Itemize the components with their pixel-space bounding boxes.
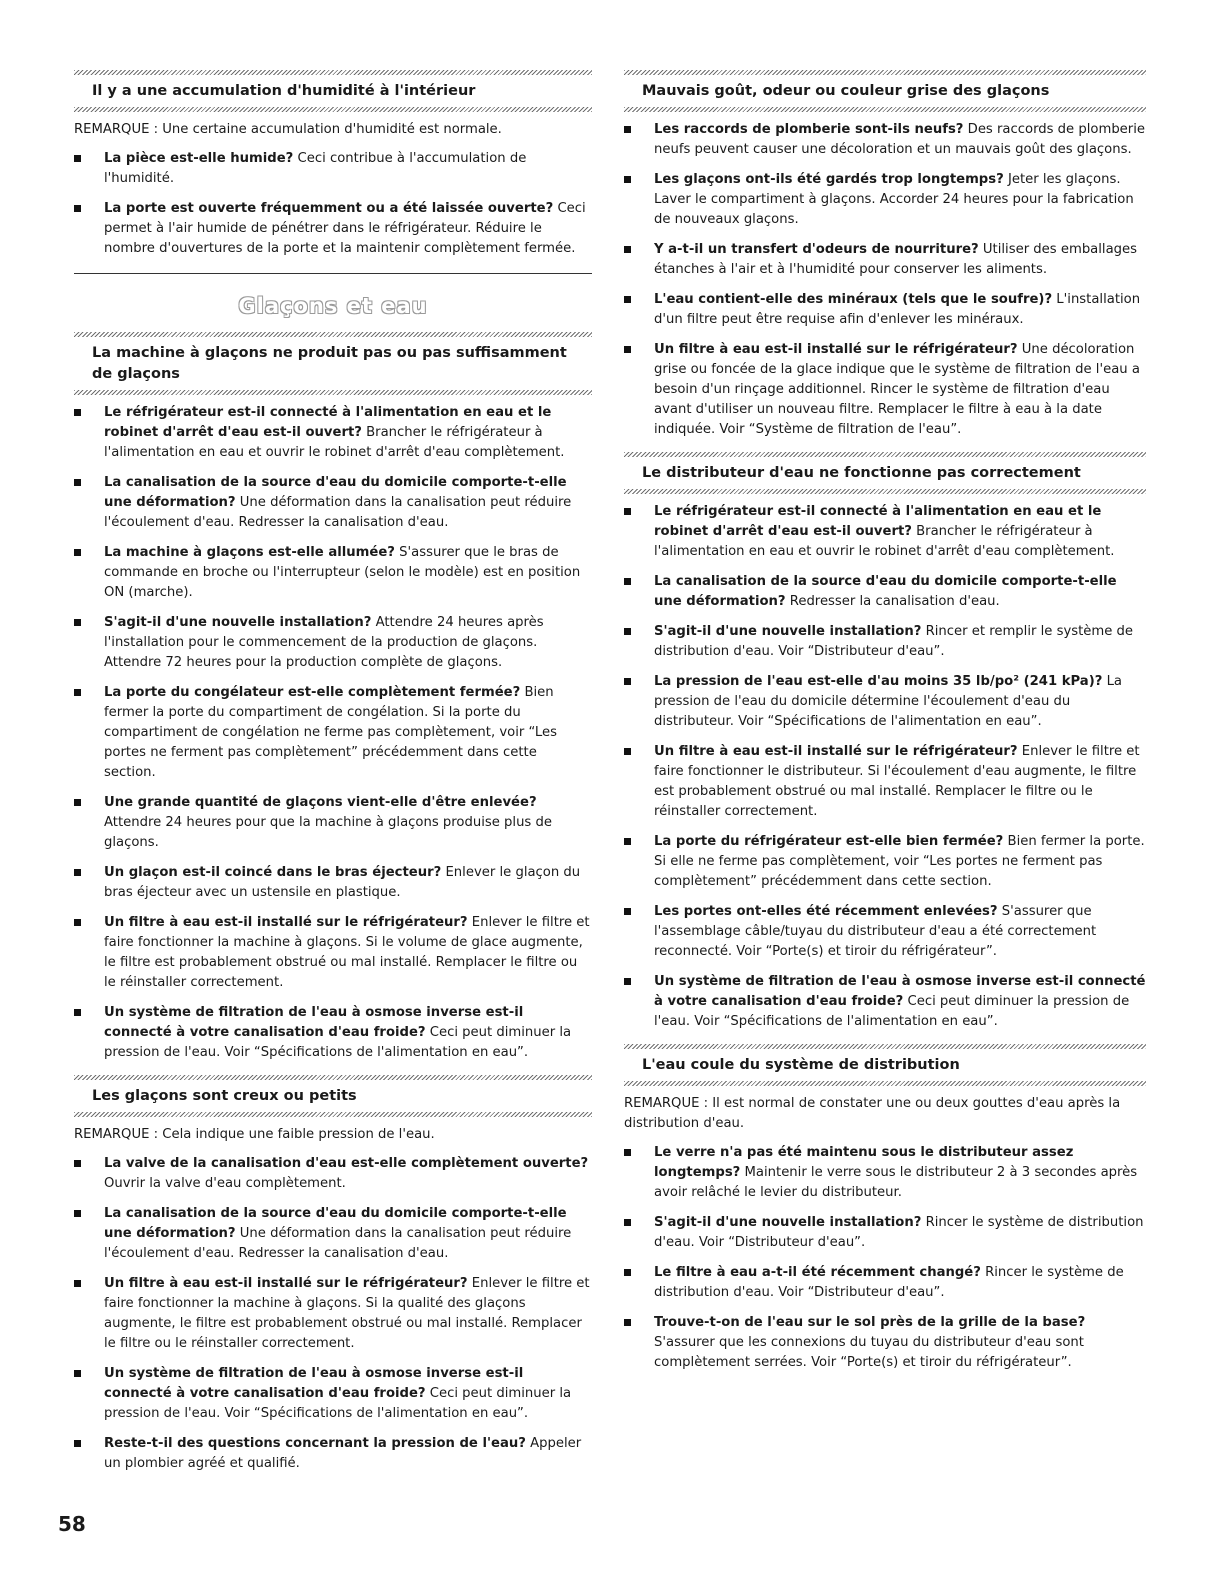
item-answer: Bien fermer la porte du compartiment de congélation. Si la porte du compartiment de congélation ne ferme pas complètement, voir “Les portes ne ferment pas complètement” précédemment dans cette section. xyxy=(104,685,558,780)
list-item xyxy=(624,902,1146,962)
item-answer: Enlever le glaçon du bras éjecteur avec un ustensile en plastique. xyxy=(104,865,581,900)
item-question: Trouve-t-on de l'eau sur le sol près de la grille de la base? xyxy=(654,1315,1086,1330)
square-bullet-icon xyxy=(624,296,631,303)
square-bullet-icon xyxy=(74,869,81,876)
square-bullet-icon xyxy=(624,978,631,985)
item-answer: Enlever le filtre et faire fonctionner la machine à glaçons. Si la qualité des glaçons augmente, le filtre est probablement obstrué ou mal installé. Remplacer le filtre ou le réinstaller correctement. xyxy=(104,1276,590,1351)
section-title: Mauvais goût, odeur ou couleur grise des glaçons xyxy=(642,83,1050,99)
square-bullet-icon xyxy=(74,479,81,486)
hatch-divider xyxy=(74,107,592,112)
list-item xyxy=(624,120,1146,160)
item-question: S'agit-il d'une nouvelle installation? xyxy=(104,615,372,630)
list-item xyxy=(624,1313,1146,1373)
square-bullet-icon xyxy=(74,1440,81,1447)
list-item xyxy=(74,1434,592,1474)
list-item xyxy=(74,199,592,259)
item-answer: Ceci contribue à l'accumulation de l'humidité. xyxy=(104,151,527,186)
item-question: Un système de filtration de l'eau à osmose inverse est-il connecté à votre canalisation d'eau froide? xyxy=(104,1366,524,1401)
item-list xyxy=(74,1154,592,1474)
section-header xyxy=(74,332,592,395)
remark-note: REMARQUE : Une certaine accumulation d'humidité est normale. xyxy=(74,122,502,137)
item-answer: S'assurer que le bras de commande en broche ou l'interrupteur (selon le modèle) est en position ON (marche). xyxy=(104,545,581,600)
square-bullet-icon xyxy=(624,748,631,755)
item-question: Les glaçons ont-ils été gardés trop longtemps? xyxy=(654,172,1004,187)
item-answer: Utiliser des emballages étanches à l'air et à l'humidité pour conserver les aliments. xyxy=(654,242,1138,277)
list-item xyxy=(74,543,592,603)
square-bullet-icon xyxy=(624,346,631,353)
list-item xyxy=(624,672,1146,732)
item-answer: Appeler un plombier agréé et qualifié. xyxy=(104,1436,582,1471)
hatch-divider xyxy=(74,1112,592,1117)
square-bullet-icon xyxy=(624,1319,631,1326)
category-title: Glaçons et eau xyxy=(238,294,428,318)
item-list xyxy=(74,403,592,1063)
list-item xyxy=(624,240,1146,280)
item-answer: Ouvrir la valve d'eau complètement. xyxy=(104,1176,346,1191)
item-answer: S'assurer que l'assemblage câble/tuyau du distributeur d'eau a été correctement reconnecté. Voir “Porte(s) et tiroir du réfrigérateur”. xyxy=(654,904,1097,959)
item-answer: Attendre 24 heures après l'installation pour le commencement de la production de glaçons. Attendre 72 heures pour la production complète de glaçons. xyxy=(104,615,544,670)
item-answer: Attendre 24 heures pour que la machine à glaçons produise plus de glaçons. xyxy=(104,815,552,850)
square-bullet-icon xyxy=(624,176,631,183)
hatch-divider xyxy=(74,390,592,395)
section-header xyxy=(624,1044,1146,1086)
list-item xyxy=(74,473,592,533)
list-item xyxy=(624,622,1146,662)
item-question: Les portes ont-elles été récemment enlevées? xyxy=(654,904,998,919)
list-item xyxy=(624,290,1146,330)
item-question: Le filtre à eau a-t-il été récemment changé? xyxy=(654,1265,981,1280)
item-question: La porte est ouverte fréquemment ou a été laissée ouverte? xyxy=(104,201,554,216)
square-bullet-icon xyxy=(624,246,631,253)
item-answer: La pression de l'eau du domicile détermine l'écoulement d'eau du distributeur. Voir “Spécifications de l'alimentation en eau”. xyxy=(654,674,1123,729)
item-answer: Ceci peut diminuer la pression de l'eau. Voir “Spécifications de l'alimentation en eau”. xyxy=(654,994,1130,1029)
square-bullet-icon xyxy=(74,1210,81,1217)
item-answer: Rincer et remplir le système de distribution d'eau. Voir “Distributeur d'eau”. xyxy=(654,624,1134,659)
item-answer: Des raccords de plomberie neufs peuvent causer une décoloration et un mauvais goût des glaçons. xyxy=(654,122,1145,157)
section-header xyxy=(74,70,592,112)
remark-note: REMARQUE : Il est normal de constater une ou deux gouttes d'eau après la distribution d'eau. xyxy=(624,1096,1121,1131)
list-item xyxy=(624,832,1146,892)
item-answer: Jeter les glaçons. Laver le compartiment à glaçons. Accorder 24 heures pour la fabrication de nouveaux glaçons. xyxy=(654,172,1134,227)
item-answer: Bien fermer la porte. Si elle ne ferme pas complètement, voir “Les portes ne ferment pas complètement” précédemment dans cette section. xyxy=(654,834,1145,889)
item-question: La canalisation de la source d'eau du domicile comporte-t-elle une déformation? xyxy=(104,475,567,510)
section-header xyxy=(74,1075,592,1117)
section-title: Le distributeur d'eau ne fonctionne pas correctement xyxy=(642,465,1081,481)
item-question: La canalisation de la source d'eau du domicile comporte-t-elle une déformation? xyxy=(654,574,1117,609)
item-question: Reste-t-il des questions concernant la pression de l'eau? xyxy=(104,1436,526,1451)
square-bullet-icon xyxy=(74,1160,81,1167)
item-question: La machine à glaçons est-elle allumée? xyxy=(104,545,395,560)
item-answer: Une déformation dans la canalisation peut réduire l'écoulement d'eau. Redresser la canalisation d'eau. xyxy=(104,1226,572,1261)
item-question: La pièce est-elle humide? xyxy=(104,151,294,166)
item-list xyxy=(624,502,1146,1032)
item-answer: Ceci permet à l'air humide de pénétrer dans le réfrigérateur. Réduire le nombre d'ouvertures de la porte et la maintenir complètement fermée. xyxy=(104,201,586,256)
item-answer: Brancher le réfrigérateur à l'alimentation en eau et ouvrir le robinet d'arrêt d'eau complètement. xyxy=(654,524,1115,559)
item-question: La valve de la canalisation d'eau est-elle complètement ouverte? xyxy=(104,1156,589,1171)
list-item xyxy=(624,1143,1146,1203)
item-question: Une grande quantité de glaçons vient-elle d'être enlevée? xyxy=(104,795,537,810)
section-header xyxy=(624,70,1146,112)
hatch-divider xyxy=(624,452,1146,457)
square-bullet-icon xyxy=(74,1009,81,1016)
item-question: La pression de l'eau est-elle d'au moins 35 lb/po² (241 kPa)? xyxy=(654,674,1103,689)
square-bullet-icon xyxy=(624,1269,631,1276)
item-answer: Rincer le système de distribution d'eau. Voir “Distributeur d'eau”. xyxy=(654,1265,1124,1300)
item-question: La canalisation de la source d'eau du domicile comporte-t-elle une déformation? xyxy=(104,1206,567,1241)
item-answer: S'assurer que les connexions du tuyau du distributeur d'eau sont complètement serrées. Voir “Porte(s) et tiroir du réfrigérateur”. xyxy=(654,1335,1084,1370)
list-item xyxy=(74,149,592,189)
item-question: Y a-t-il un transfert d'odeurs de nourriture? xyxy=(654,242,979,257)
item-question: L'eau contient-elle des minéraux (tels que le soufre)? xyxy=(654,292,1053,307)
list-item xyxy=(624,170,1146,230)
item-question: Les raccords de plomberie sont-ils neufs? xyxy=(654,122,964,137)
square-bullet-icon xyxy=(624,678,631,685)
list-item xyxy=(624,1263,1146,1303)
hatch-divider xyxy=(624,1044,1146,1049)
left-column xyxy=(74,70,592,1486)
section-title: Les glaçons sont creux ou petits xyxy=(92,1088,357,1104)
item-question: Le réfrigérateur est-il connecté à l'alimentation en eau et le robinet d'arrêt d'eau est-il ouvert? xyxy=(654,504,1102,539)
hatch-divider xyxy=(74,1075,592,1080)
list-item xyxy=(624,340,1146,440)
square-bullet-icon xyxy=(624,628,631,635)
list-item xyxy=(74,1154,592,1194)
item-answer: Rincer le système de distribution d'eau. Voir “Distributeur d'eau”. xyxy=(654,1215,1144,1250)
square-bullet-icon xyxy=(74,155,81,162)
list-item xyxy=(74,863,592,903)
square-bullet-icon xyxy=(74,689,81,696)
item-question: Un filtre à eau est-il installé sur le réfrigérateur? xyxy=(654,744,1018,759)
list-item xyxy=(624,502,1146,562)
item-answer: Redresser la canalisation d'eau. xyxy=(785,594,1000,609)
square-bullet-icon xyxy=(74,205,81,212)
item-answer: Enlever le filtre et faire fonctionner la machine à glaçons. Si le volume de glace augmente, le filtre est probablement obstrué ou mal installé. Remplacer le filtre ou le réinstaller correctement. xyxy=(104,915,590,990)
right-column xyxy=(624,70,1146,1385)
item-question: La porte du réfrigérateur est-elle bien fermée? xyxy=(654,834,1004,849)
item-question: Un système de filtration de l'eau à osmose inverse est-il connecté à votre canalisation d'eau froide? xyxy=(104,1005,524,1040)
item-answer: Enlever le filtre et faire fonctionner le distributeur. Si l'écoulement d'eau augmente, le filtre est probablement obstrué ou mal installé. Remplacer le filtre ou le réinstaller correctement. xyxy=(654,744,1140,819)
list-item xyxy=(74,793,592,853)
item-question: Un filtre à eau est-il installé sur le réfrigérateur? xyxy=(104,915,468,930)
item-answer: Une décoloration grise ou foncée de la glace indique que le système de filtration de l'eau a besoin d'un rinçage additionnel. Rincer le système de filtration d'eau avant d'utiliser un nouveau filtre. Remplacer le filtre à eau à la date indiquée. Voir “Système de filtration de l'eau”. xyxy=(654,342,1140,437)
item-list xyxy=(74,149,592,259)
item-answer: Ceci peut diminuer la pression de l'eau. Voir “Spécifications de l'alimentation en eau”. xyxy=(104,1386,572,1421)
hatch-divider xyxy=(74,332,592,337)
remark-note: REMARQUE : Cela indique une faible pression de l'eau. xyxy=(74,1127,435,1142)
list-item xyxy=(74,613,592,673)
square-bullet-icon xyxy=(74,1370,81,1377)
square-bullet-icon xyxy=(74,799,81,806)
item-question: La porte du congélateur est-elle complètement fermée? xyxy=(104,685,521,700)
list-item xyxy=(74,1274,592,1354)
item-answer: Ceci peut diminuer la pression de l'eau. Voir “Spécifications de l'alimentation en eau”. xyxy=(104,1025,572,1060)
section-title: La machine à glaçons ne produit pas ou pas suffisamment de glaçons xyxy=(92,345,567,382)
section-title: L'eau coule du système de distribution xyxy=(642,1057,960,1073)
item-list xyxy=(624,120,1146,440)
section-title: Il y a une accumulation d'humidité à l'intérieur xyxy=(92,83,476,99)
square-bullet-icon xyxy=(624,1149,631,1156)
hatch-divider xyxy=(624,107,1146,112)
square-bullet-icon xyxy=(74,409,81,416)
list-item xyxy=(74,683,592,783)
square-bullet-icon xyxy=(624,838,631,845)
list-item xyxy=(624,572,1146,612)
page-number: 58 xyxy=(58,1512,86,1536)
square-bullet-icon xyxy=(624,908,631,915)
square-bullet-icon xyxy=(74,619,81,626)
list-item xyxy=(624,1213,1146,1253)
list-item xyxy=(74,1364,592,1424)
hatch-divider xyxy=(624,1081,1146,1086)
item-answer: Brancher le réfrigérateur à l'alimentation en eau et ouvrir le robinet d'arrêt d'eau complètement. xyxy=(104,425,565,460)
item-question: Le verre n'a pas été maintenu sous le distributeur assez longtemps? xyxy=(654,1145,1074,1180)
square-bullet-icon xyxy=(74,919,81,926)
item-question: Le réfrigérateur est-il connecté à l'alimentation en eau et le robinet d'arrêt d'eau est-il ouvert? xyxy=(104,405,552,440)
list-item xyxy=(624,972,1146,1032)
list-item xyxy=(74,1003,592,1063)
item-answer: Une déformation dans la canalisation peut réduire l'écoulement d'eau. Redresser la canalisation d'eau. xyxy=(104,495,572,530)
list-item xyxy=(74,913,592,993)
section-header xyxy=(624,452,1146,494)
list-item xyxy=(74,1204,592,1264)
square-bullet-icon xyxy=(624,1219,631,1226)
item-answer: L'installation d'un filtre peut être requise afin d'enlever les minéraux. xyxy=(654,292,1141,327)
square-bullet-icon xyxy=(74,1280,81,1287)
hatch-divider xyxy=(624,489,1146,494)
hatch-divider xyxy=(74,70,592,75)
item-question: S'agit-il d'une nouvelle installation? xyxy=(654,624,922,639)
item-answer: Maintenir le verre sous le distributeur 2 à 3 secondes après avoir relâché le levier du distributeur. xyxy=(654,1165,1138,1200)
item-question: Un filtre à eau est-il installé sur le réfrigérateur? xyxy=(654,342,1018,357)
item-question: Un système de filtration de l'eau à osmose inverse est-il connecté à votre canalisation d'eau froide? xyxy=(654,974,1146,1009)
square-bullet-icon xyxy=(624,508,631,515)
item-question: Un filtre à eau est-il installé sur le réfrigérateur? xyxy=(104,1276,468,1291)
square-bullet-icon xyxy=(624,126,631,133)
list-item xyxy=(74,403,592,463)
list-item xyxy=(624,742,1146,822)
hatch-divider xyxy=(624,70,1146,75)
category-rule xyxy=(74,273,592,274)
item-list xyxy=(624,1143,1146,1373)
item-question: S'agit-il d'une nouvelle installation? xyxy=(654,1215,922,1230)
square-bullet-icon xyxy=(624,578,631,585)
square-bullet-icon xyxy=(74,549,81,556)
item-question: Un glaçon est-il coincé dans le bras éjecteur? xyxy=(104,865,442,880)
